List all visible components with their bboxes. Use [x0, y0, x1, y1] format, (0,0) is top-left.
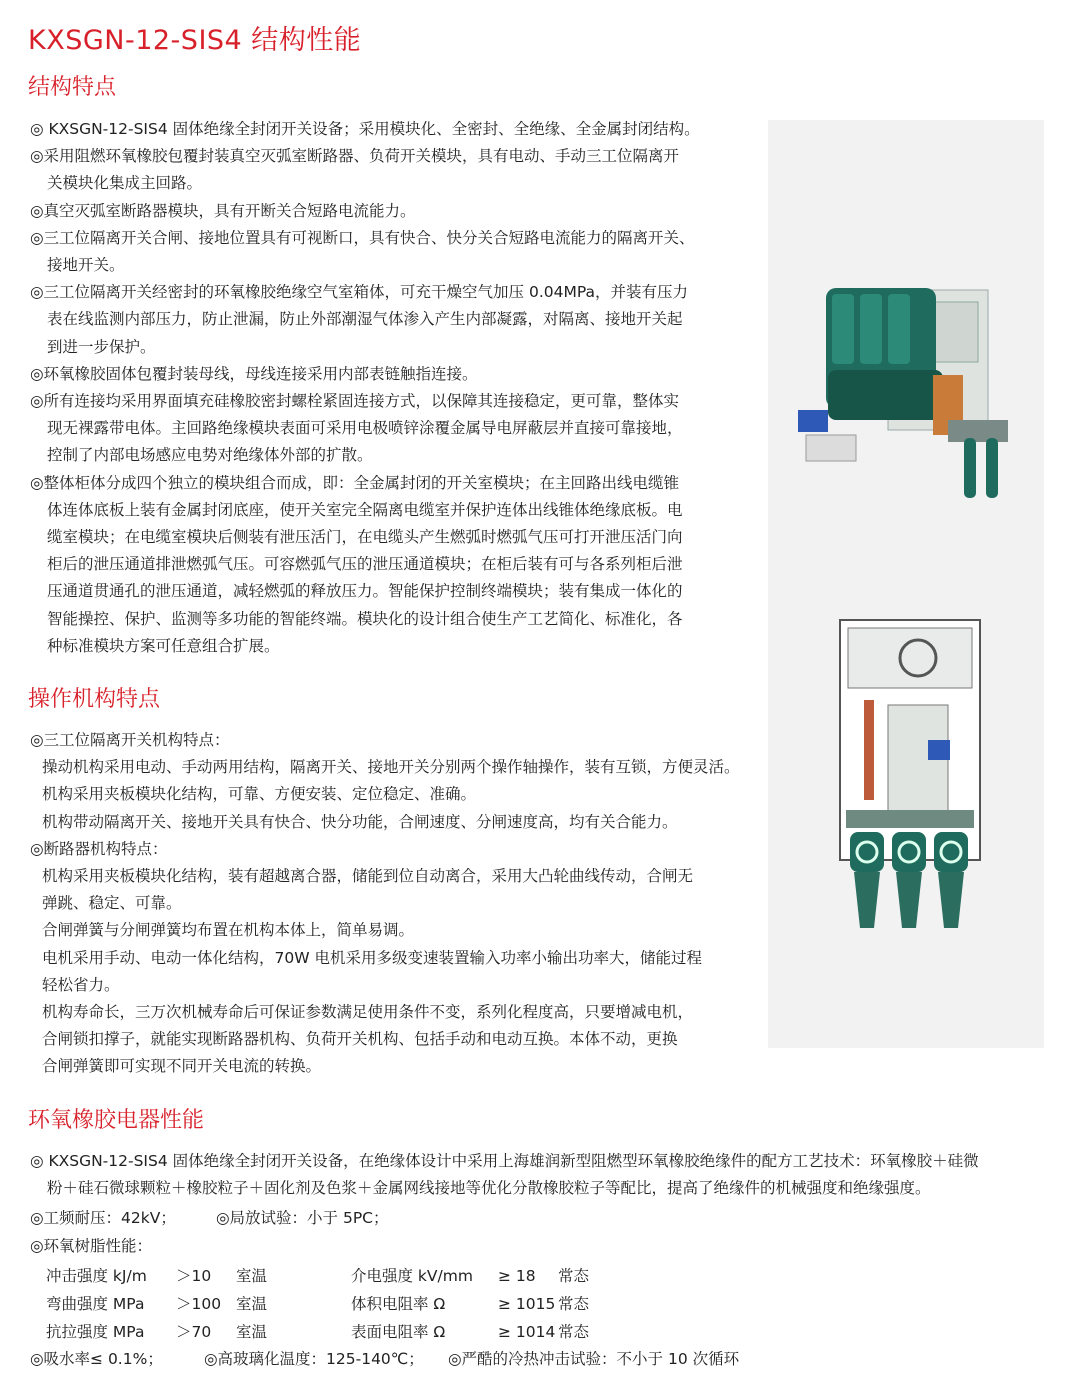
spec-cell: 室温 [236, 1267, 268, 1285]
spec-cell: 室温 [236, 1323, 268, 1341]
mechanism-line: 机构采用夹板模块化结构，可靠、方便安装、定位稳定、准确。 [42, 785, 477, 804]
epoxy-paragraph [30, 1148, 1055, 1202]
structure-list [30, 116, 755, 660]
mechanism-line: 机构采用夹板模块化结构，装有超越离合器，储能到位自动离合，采用大凸轮曲线传动，合闸无 [42, 867, 694, 886]
spec-cell: 表面电阻率 Ω [351, 1323, 446, 1341]
page-title: KXSGN-12-SIS4 结构性能 [28, 25, 362, 56]
structure-item-line: ◎ KXSGN-12-SIS4 固体绝缘全封闭开关设备；采用模块化、全密封、全绝缘、全金属封闭结构。 [30, 120, 700, 138]
structure-item-line: 柜后的泄压通道排泄燃弧气压。可容燃弧气压的泄压通道模块；在柜后装有可与各系列柜后泄 [47, 555, 683, 574]
mechanism-line: 轻松省力。 [42, 975, 120, 994]
mechanism-list [30, 727, 755, 1081]
spec-cell: ＞70 [176, 1323, 212, 1341]
structure-item-line: 关模块化集成主回路。 [47, 174, 203, 193]
equipment-image-panel [768, 120, 1044, 1048]
section-heading-mechanism: 操作机构特点 [28, 687, 161, 712]
glass-transition: ◎高玻璃化温度：125-140℃； [204, 1350, 424, 1368]
structure-item-line: 种标准模块方案可任意组合扩展。 [47, 636, 280, 655]
spec-cell: 常态 [558, 1323, 590, 1341]
spec-cell: 介电强度 kV/mm [351, 1267, 473, 1285]
resin-label: ◎环氧树脂性能： [30, 1237, 153, 1255]
structure-item-line: 现无裸露带电体。主回路绝缘模块表面可采用电极喷锌涂覆金属导电屏蔽层并直接可靠接地， [47, 419, 683, 438]
spec-cell: ≥ 18 [498, 1267, 536, 1285]
mechanism-line: 电机采用手动、电动一体化结构，70W 电机采用多级变速装置输入功率小输出功率大，储能过程 [42, 948, 702, 967]
structure-item-line: ◎整体柜体分成四个独立的模块组合而成，即：全金属封闭的开关室模块；在主回路出线电缆锥 [30, 473, 680, 492]
spec-cell: 常态 [558, 1295, 590, 1313]
structure-item-line: 压通道贯通孔的泄压通道，减轻燃弧的释放压力。智能保护控制终端模块；装有集成一体化的 [47, 582, 683, 601]
section-heading-structure: 结构特点 [28, 75, 117, 100]
spec-cell: 体积电阻率 Ω [351, 1295, 446, 1313]
spec-cell: 冲击强度 kJ/m [46, 1267, 147, 1285]
switchgear-illustrations [768, 120, 1044, 1048]
structure-item-line: ◎环氧橡胶固体包覆封装母线，母线连接采用内部表链触指连接。 [30, 364, 478, 383]
spec-cell: ＞100 [176, 1295, 222, 1313]
mechanism-line: ◎三工位隔离开关机构特点： [30, 731, 230, 749]
mechanism-line: 合闸弹簧即可实现不同开关电流的转换。 [42, 1057, 322, 1076]
structure-item-line: 体连体底板上装有金属封闭底座，使开关室完全隔离电缆室并保护连体出线锥体绝缘底板。电 [47, 500, 683, 519]
mechanism-line: ◎断路器机构特点： [30, 839, 168, 858]
structure-item-line: 智能操控、保护、监测等多功能的智能终端。模块化的设计组合使生产工艺简化、标准化，各 [47, 609, 683, 628]
spec-cell: 抗拉强度 MPa [46, 1323, 145, 1341]
structure-item-line: 控制了内部电场感应电势对绝缘体外部的扩散。 [47, 446, 373, 465]
structure-item-line: 缆室模块；在电缆室模块后侧装有泄压活门，在电缆头产生燃弧时燃弧气压可打开泄压活门向 [47, 528, 683, 547]
structure-item-line: ◎三工位隔离开关合闸、接地位置具有可视断口，具有快合、快分关合短路电流能力的隔离开关、 [30, 228, 695, 247]
spec-cell: 室温 [236, 1295, 268, 1313]
structure-item-line: 到进一步保护。 [47, 337, 156, 356]
mechanism-line: 机构带动隔离开关、接地开关具有快合、快分功能，合闸速度、分闸速度高，均有关合能力。 [42, 812, 678, 831]
structure-item-line: ◎真空灭弧室断路器模块，具有开断关合短路电流能力。 [30, 201, 416, 220]
epoxy-line: ◎ KXSGN-12-SIS4 固体绝缘全封闭开关设备，在绝缘体设计中采用上海雄润新型阻燃型环氧橡胶绝缘件的配方工艺技术：环氧橡胶＋硅微 [30, 1152, 979, 1170]
section-heading-epoxy: 环氧橡胶电器性能 [28, 1108, 205, 1133]
epoxy-line: 粉＋硅石微球颗粒＋橡胶粒子＋固化剂及色浆＋金属网线接地等优化分散橡胶粒子等配比，提高了绝缘件的机械强度和绝缘强度。 [47, 1179, 931, 1198]
partial-discharge: ◎局放试验：小于 5PC； [216, 1209, 389, 1227]
structure-item-line: 表在线监测内部压力，防止泄漏，防止外部潮湿气体渗入产生内部凝露，对隔离、接地开关起 [47, 310, 683, 329]
structure-item-line: ◎三工位隔离开关经密封的环氧橡胶绝缘空气室箱体，可充干燥空气加压 0.04MPa，并装有压力 [30, 283, 688, 302]
mechanism-line: 合闸锁扣撑子，就能实现断路器机构、负荷开关机构、包括手动和电动互换。本体不动，更换 [42, 1030, 678, 1049]
spec-cell: ＞10 [176, 1267, 212, 1285]
freq-voltage: ◎工频耐压：42kV； [30, 1209, 176, 1227]
water-absorption: ◎吸水率≤ 0.1%； [30, 1350, 163, 1368]
spec-cell: 常态 [558, 1267, 590, 1285]
thermal-shock: ◎严酷的冷热冲击试验：不小于 10 次循环 [448, 1350, 740, 1368]
structure-item-line: ◎采用阻燃环氧橡胶包覆封装真空灭弧室断路器、负荷开关模块，具有电动、手动三工位隔离开 [30, 147, 680, 166]
mechanism-line: 操动机构采用电动、手动两用结构，隔离开关、接地开关分别两个操作轴操作，装有互锁，方便灵活。 [42, 758, 740, 777]
switchgear-module-image [798, 288, 1008, 498]
mechanism-line: 机构寿命长，三万次机械寿命后可保证参数满足使用条件不变，系列化程度高，只要增减电机， [42, 1003, 694, 1022]
spec-cell: 弯曲强度 MPa [46, 1295, 145, 1313]
spec-cell: ≥ 1015 [498, 1295, 556, 1313]
mechanism-line: 弹跳、稳定、可靠。 [42, 894, 182, 913]
structure-item-line: 接地开关。 [47, 256, 125, 275]
cabinet-section-image [840, 620, 980, 928]
spec-cell: ≥ 1014 [498, 1323, 556, 1341]
mechanism-line: 合闸弹簧与分闸弹簧均布置在机构本体上，简单易调。 [42, 921, 415, 940]
structure-item-line: ◎所有连接均采用界面填充硅橡胶密封螺栓紧固连接方式，以保障其连接稳定，更可靠，整体实 [30, 392, 680, 411]
